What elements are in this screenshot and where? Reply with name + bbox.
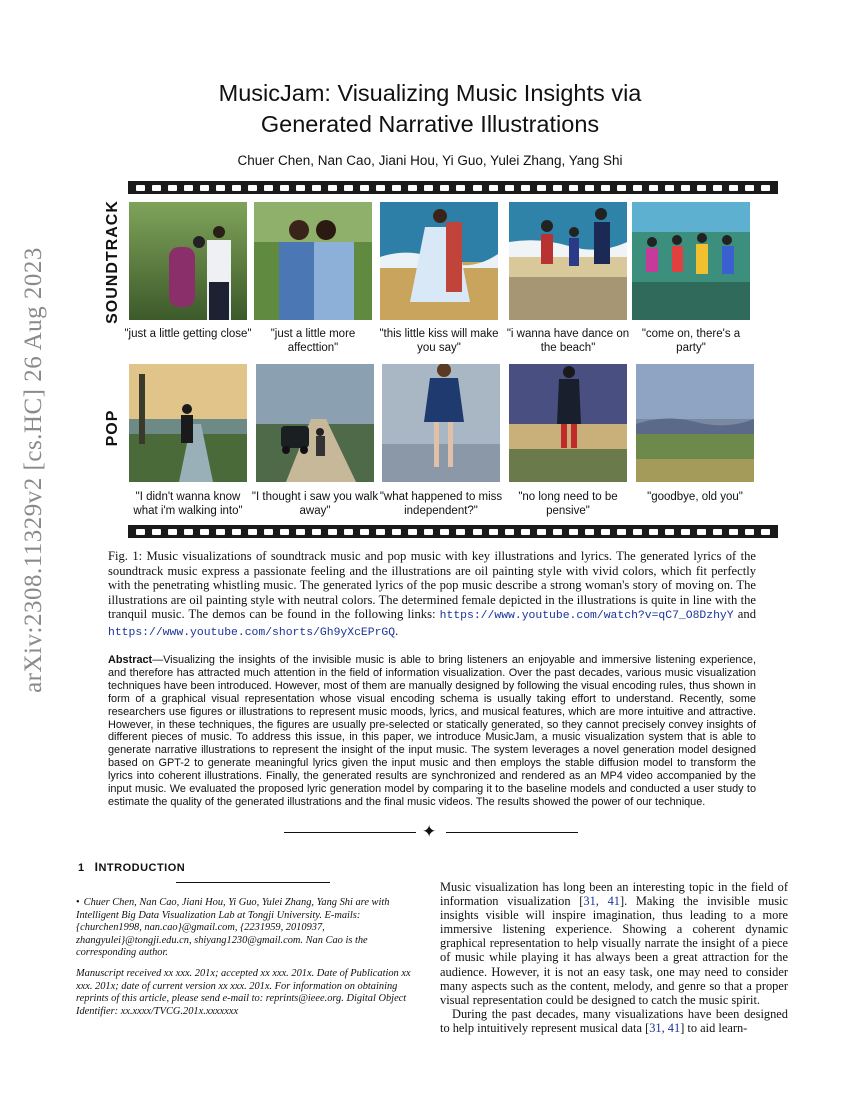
film-sprocket-hole [168,529,177,535]
film-sprocket-hole [633,185,642,191]
row-label-soundtrack: SOUNDTRACK [104,200,121,324]
film-sprocket-hole [280,529,289,535]
film-sprocket-hole [216,185,225,191]
figure-caption [108,549,756,641]
film-sprocket-hole [489,529,498,535]
pop-lyric-2: "I thought i saw you walk away" [251,491,379,517]
film-sprocket-hole [184,185,193,191]
soundtrack-lyric-5: "come on, there's a party" [641,328,741,354]
caption-end: . [395,623,399,638]
soundtrack-lyric-3: "this little kiss will make you say" [379,328,499,354]
film-sprocket-hole [200,529,209,535]
footnote-rule [176,882,330,883]
film-sprocket-hole [232,529,241,535]
film-sprocket-hole [376,185,385,191]
footnote-text: Chuer Chen, Nan Cao, Jiani Hou, Yi Guo, Yulei Zhang, Yang Shi are with Intelligent Big Data Visualization Lab at Tongji University. E-mails:{churchen1998, nan.cao}@gmail.com, {2231959, 2010937, zhangyulei}@tongji.edu.cn, shiyang1230@gmail.com. Nan Cao is the corresponding author. [76,897,390,959]
film-sprocket-hole [553,529,562,535]
film-sprocket-hole [440,529,449,535]
film-sprocket-hole [745,529,754,535]
film-sprocket-hole [537,529,546,535]
demo-link-1[interactable]: https://www.youtube.com/watch?v=qC7_O8DzhyY [439,610,734,623]
title-line-1: MusicJam: Visualizing Music Insights via [218,80,642,106]
film-sprocket-hole [569,185,578,191]
separator-diamond-icon: ✦ [422,822,437,841]
pop-illustration-4 [509,364,627,482]
film-sprocket-hole [537,185,546,191]
soundtrack-illustration-2 [254,202,372,320]
film-sprocket-hole [553,185,562,191]
film-sprocket-hole [216,529,225,535]
film-sprocket-hole [392,185,401,191]
film-sprocket-hole [569,529,578,535]
film-sprocket-hole [456,185,465,191]
film-sprocket-hole [601,529,610,535]
film-sprocket-hole [280,185,289,191]
film-sprocket-hole [713,185,722,191]
pop-lyric-4: "no long need to be pensive" [518,491,618,517]
film-sprocket-hole [729,529,738,535]
film-sprocket-hole [585,529,594,535]
film-sprocket-hole [424,529,433,535]
row-label-pop: POP [104,409,121,447]
caption-and: and [733,607,756,622]
manuscript-footnote: Manuscript received xx xxx. 201x; accepted xx xxx. 201x. Date of Publication xx xxx. 201x; date of current version xx xxx. 201x. For information on obtaining reprints of this article, please send e-mail to: reprints@ieee.org. Digital Object Identifier: xx.xxxx/TVCG.201x.xxxxxxx [76,968,411,1017]
film-sprocket-hole [617,529,626,535]
film-sprocket-hole [248,185,257,191]
film-sprocket-hole [376,529,385,535]
film-sprocket-hole [456,529,465,535]
film-sprocket-hole [761,185,770,191]
authors: Chuer Chen, Nan Cao, Jiani Hou, Yi Guo, Yulei Zhang, Yang Shi [237,153,623,168]
body-paragraph-2 [440,1007,788,1035]
paper-title [120,78,740,140]
section-title-first: I [94,860,99,874]
demo-link-2[interactable]: https://www.youtube.com/shorts/Gh9yXcEPrGQ [108,626,396,639]
film-sprocket-hole [184,529,193,535]
film-sprocket-hole [296,185,305,191]
film-sprocket-hole [681,185,690,191]
pop-illustration-3 [382,364,500,482]
film-sprocket-hole [328,529,337,535]
film-sprocket-hole [408,529,417,535]
film-strip-top [128,181,778,194]
film-sprocket-hole [489,185,498,191]
film-sprocket-hole [424,185,433,191]
soundtrack-illustration-5 [632,202,750,320]
film-sprocket-hole [617,185,626,191]
film-sprocket-hole [152,529,161,535]
film-sprocket-hole [152,185,161,191]
caption-text: Fig. 1: Music visualizations of soundtrack music and pop music with key illustrations and lyrics. The generated lyrics of the soundtrack music express a passionate feeling and the illustrations are oil painting style with vivid colors, which fit perfectly with the penetrating whistling music. The generated lyrics of the pop music describe a strong woman's story of moving on. The illustrations are oil painting style with neutral colors. The determined female depicted in the illustrations is quite in line with the tranquil music. The demos can be found in the following links: [108,549,756,622]
film-sprocket-hole [136,529,145,535]
p1-text-a: Music visualization has long been an interesting topic in the field of information visualization [ [440,880,788,909]
abstract-label: Abstract [108,654,153,666]
film-sprocket-hole [585,185,594,191]
film-sprocket-hole [713,529,722,535]
film-sprocket-hole [745,185,754,191]
film-sprocket-hole [312,185,321,191]
film-sprocket-hole [521,185,530,191]
film-sprocket-hole [665,529,674,535]
author-footnote [76,897,416,960]
arxiv-stamp: arXiv:2308.11329v2 [cs.HC] 26 Aug 2023 [20,247,47,693]
soundtrack-lyric-4: "i wanna have dance on the beach" [506,328,630,354]
film-sprocket-hole [440,185,449,191]
film-sprocket-hole [360,185,369,191]
p1-text-b: ]. Making the invisible music insights visible will inspire imagination, thus leading to a more immersive listening experience. Showing a coherent dynamic graphical representation to help visually narrate the insight of a piece of music while playing it has always been a great attraction for the audience. However, it is not an easy task, one may need to consider many aspects such as the content, melody, and genre so that a proper visual representation could be designed to catch the music spirit. [440,894,788,1007]
soundtrack-illustration-1 [129,202,247,320]
pop-lyric-3: "what happened to miss independent?" [379,491,503,517]
film-sprocket-hole [665,185,674,191]
film-sprocket-hole [697,185,706,191]
film-sprocket-hole [505,529,514,535]
film-sprocket-hole [264,529,273,535]
film-sprocket-hole [360,529,369,535]
film-sprocket-hole [473,185,482,191]
body-paragraph-1 [440,880,788,1007]
film-sprocket-hole [601,185,610,191]
film-sprocket-hole [392,529,401,535]
soundtrack-illustration-3 [380,202,498,320]
film-sprocket-hole [232,185,241,191]
p2-text-b: ] to aid learn- [680,1020,748,1035]
film-sprocket-hole [296,529,305,535]
film-sprocket-hole [200,185,209,191]
film-sprocket-hole [312,529,321,535]
film-sprocket-hole [473,529,482,535]
citation-link[interactable]: 31, 41 [583,894,620,909]
film-sprocket-hole [761,529,770,535]
soundtrack-illustration-4 [509,202,627,320]
film-sprocket-hole [168,185,177,191]
pop-lyric-1: "I didn't wanna know what i'm walking into" [133,491,243,517]
film-sprocket-hole [344,185,353,191]
pop-illustration-2 [256,364,374,482]
film-sprocket-hole [649,529,658,535]
film-sprocket-hole [505,185,514,191]
introduction-body [440,880,788,1035]
film-sprocket-hole [633,529,642,535]
pop-illustration-1 [129,364,247,482]
film-sprocket-hole [408,185,417,191]
film-sprocket-hole [328,185,337,191]
abstract [108,654,756,809]
separator-rule-left [284,832,416,833]
film-sprocket-hole [264,185,273,191]
soundtrack-lyric-1: "just a little getting close" [124,328,252,340]
film-sprocket-hole [248,529,257,535]
soundtrack-lyric-2: "just a little more affecttion" [270,328,356,354]
film-strip-bottom [128,525,778,538]
film-sprocket-hole [697,529,706,535]
pop-illustration-5 [636,364,754,482]
section-title-rest: NTRODUCTION [98,862,186,874]
film-sprocket-hole [521,529,530,535]
abstract-text: —Visualizing the insights of the invisible music is able to bring listeners an enjoyable and immersive listening experience, and therefore has attracted much attention in the field of information visualization. Over the past decades, various music visualization techniques have been introduced. However, most of them are manually designed by following the visual encoding rules, thus shown in form of a graphical visual representation whose visual encoding schema is usually taking effort to understand. Recently, some researchers use figures or illustrations to represent music moods, lyrics, and musical features, which are more intuitive and attractive. However, in these techniques, the figures are usually pre-selected or statically generated, so they cannot precisely convey insights of different pieces of music. To address this issue, in this paper, we introduce MusicJam, a music visualization system that is able to generate narrative illustrations to represent the insight of the input music. The system leverages a novel generation model designed based on GPT-2 to generate meaningful lyrics given the input music and then employs the stable diffusion model to transform the lyrics into coherent illustrations. Finally, the generated results are synchronized and rendered as an MP4 video accompanied by the input music. We evaluated the proposed lyric generation model by comparing it to the baseline models and conducted a user study to estimate the quality of the generated illustrations and the final music videos. The results showed the power of our technique. [108,654,756,808]
film-sprocket-hole [344,529,353,535]
footnote-bullet: • [76,897,80,908]
p2-text-a: During the past decades, many visualizations have been designed to help intuitively represent musical data [ [440,1006,788,1035]
film-sprocket-hole [729,185,738,191]
title-line-2: Generated Narrative Illustrations [260,111,600,137]
section-number: 1 [78,862,85,874]
citation-link[interactable]: 31, 41 [649,1020,681,1035]
film-sprocket-hole [681,529,690,535]
film-sprocket-hole [649,185,658,191]
pop-lyric-5: "goodbye, old you" [647,491,743,503]
separator-rule-right [446,832,578,833]
film-sprocket-hole [136,185,145,191]
section-heading-introduction [78,860,185,874]
